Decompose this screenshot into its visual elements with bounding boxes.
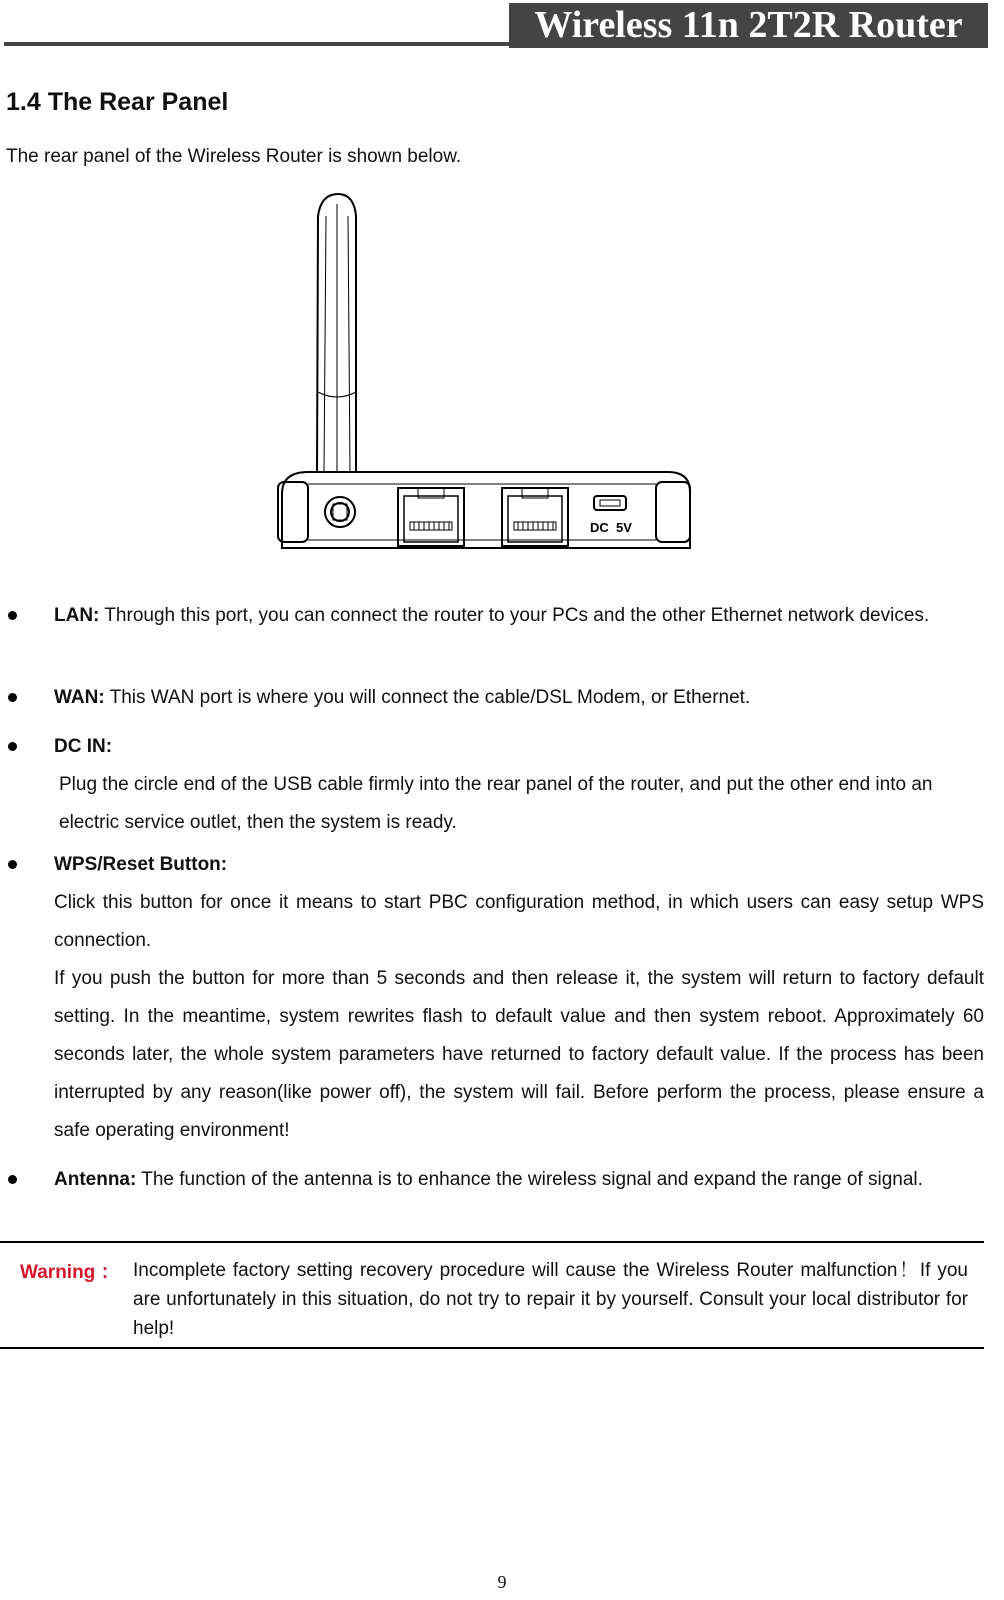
bullet-wan: [8, 693, 17, 702]
list-item-lan: [54, 597, 984, 635]
bullet-dc-in: [8, 742, 17, 751]
item-label: LAN:: [54, 605, 100, 626]
header-title: Wireless 11n 2T2R Router: [534, 4, 963, 46]
warning-text: Incomplete factory setting recovery procedure will cause the Wireless Router malfunction！If you are unfortunately in this situation, do not try to repair it by yourself. Consult your local distributor for help!: [133, 1260, 968, 1339]
item-text: The function of the antenna is to enhance the wireless signal and expand the range of signal.: [136, 1169, 923, 1190]
warning-box: [0, 1241, 984, 1349]
section-title: 1.4 The Rear Panel: [6, 88, 229, 116]
list-item-dc-in: [54, 728, 984, 842]
section-intro: The rear panel of the Wireless Router is shown below.: [6, 146, 462, 167]
item-text: Plug the circle end of the USB cable firmly into the rear panel of the router, and put the other end into an electric service outlet, then the system is ready.: [59, 774, 933, 833]
router-rear-panel-figure: [268, 192, 710, 572]
item-text: If you push the button for more than 5 seconds and then release it, the system will return to factory default setting. In the meantime, system rewrites flash to default value and then system reboot. Approximately 60 seconds later, the whole system parameters have returned to factory default value. If the process has been interrupted by any reason(like power off), the system will fail. Before perform the process, please ensure a safe operating environment!: [54, 968, 984, 1141]
list-item-wan: [54, 679, 984, 717]
router-illustration: [268, 192, 710, 572]
page-number: 9: [497, 1572, 507, 1592]
list-item-wps-reset: [54, 846, 984, 1150]
header-rule: [4, 42, 509, 46]
warning-label: Warning ：: [20, 1262, 120, 1283]
item-label: WAN:: [54, 687, 105, 708]
item-label: Antenna:: [54, 1169, 137, 1190]
list-item-antenna: [54, 1161, 984, 1199]
bullet-wps-reset: [8, 860, 17, 869]
bullet-antenna: [8, 1175, 17, 1184]
item-text: This WAN port is where you will connect the cable/DSL Modem, or Ethernet.: [104, 687, 751, 708]
item-label: DC IN:: [54, 736, 113, 757]
item-label: WPS/Reset Button:: [54, 854, 228, 875]
dc-port-label: DC 5V: [590, 520, 632, 535]
item-text: Through this port, you can connect the router to your PCs and the other Ethernet network devices.: [99, 605, 930, 626]
bullet-lan: [8, 611, 17, 620]
item-text: Click this button for once it means to start PBC configuration method, in which users can easy setup WPS connection.: [54, 892, 984, 951]
header-band: [509, 3, 988, 48]
